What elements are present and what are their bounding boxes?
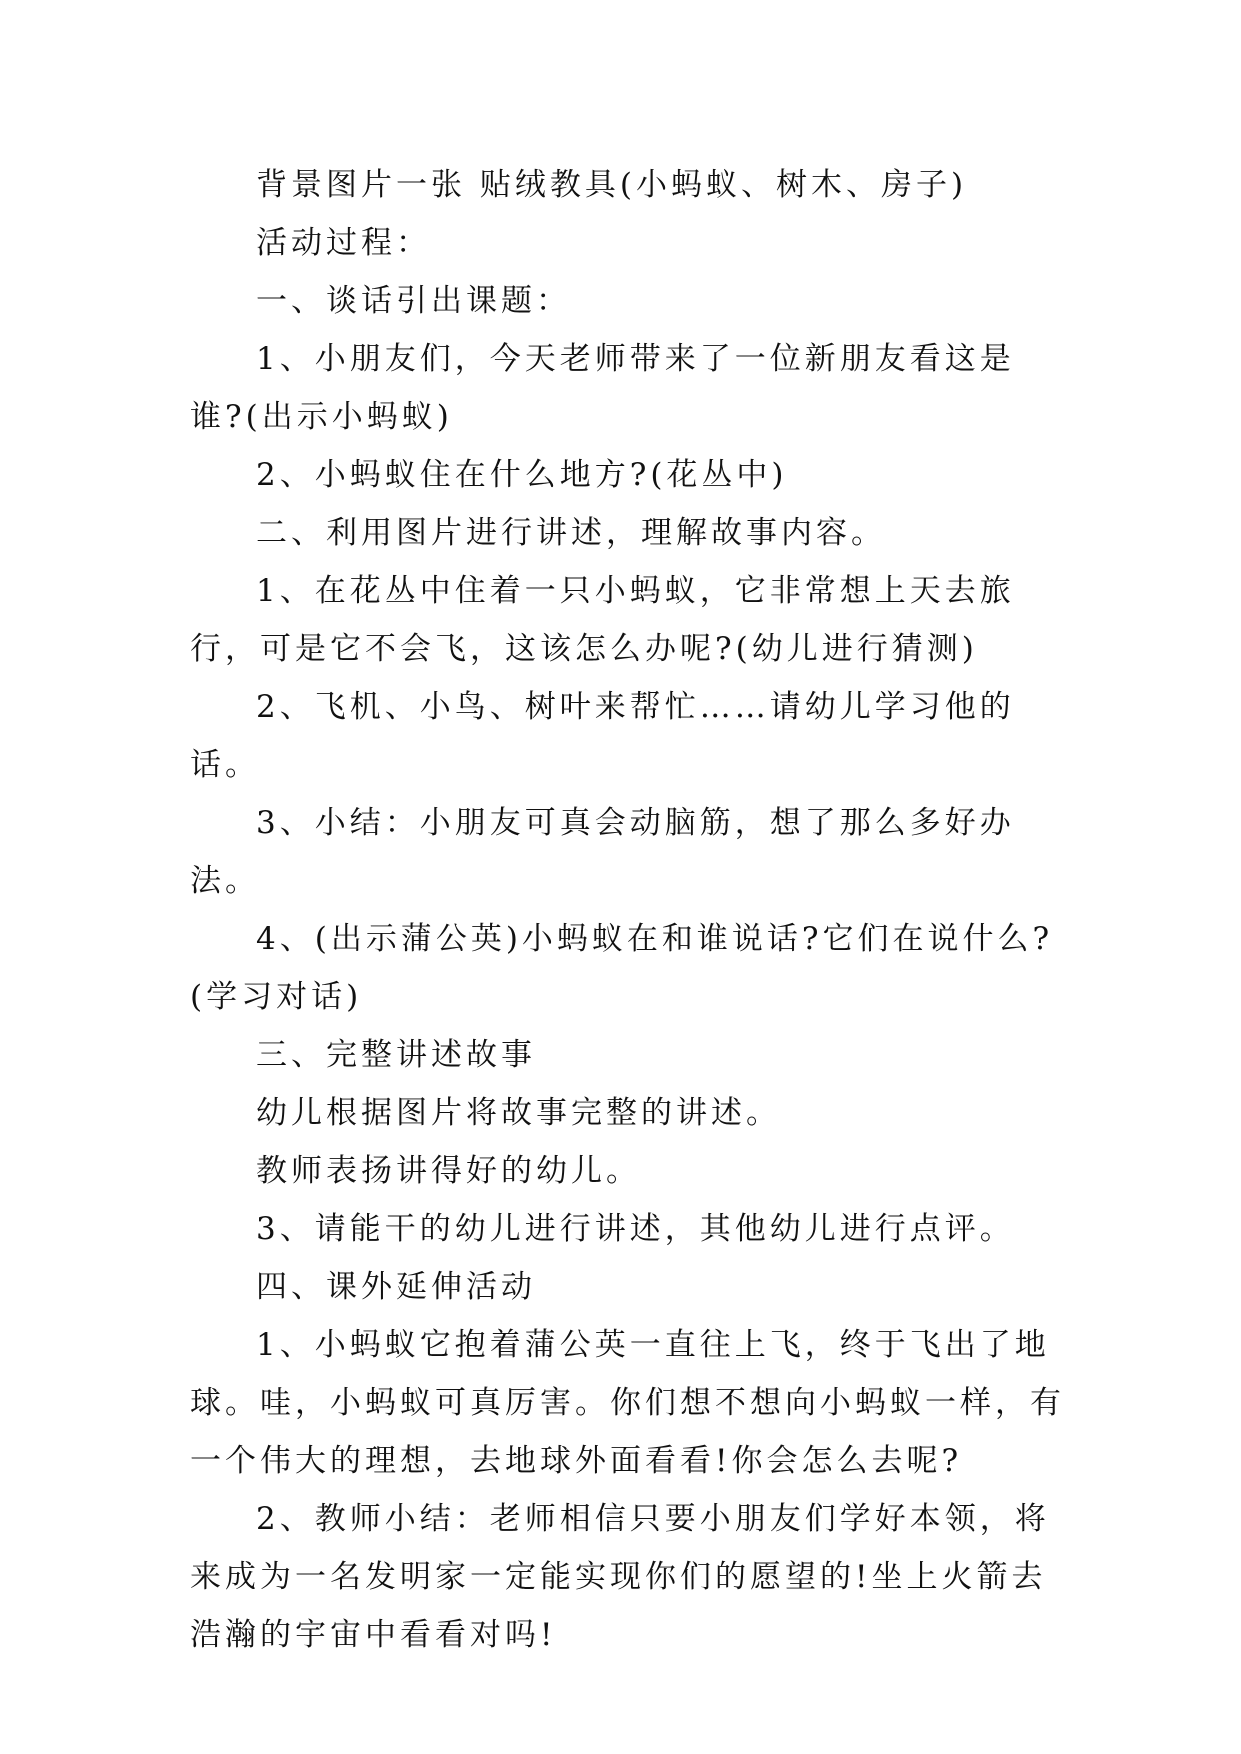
paragraph-4-2: 2、教师小结：老师相信只要小朋友们学好本领，将来成为一名发明家一定能实现你们的愿望的!坐上火箭去浩瀚的宇宙中看看对吗! — [190, 1501, 1050, 1653]
document-body — [190, 156, 1070, 1664]
section-heading-3: 三、完整讲述故事 — [256, 1037, 536, 1073]
paragraph-2-1: 1、在花丛中住着一只小蚂蚁，它非常想上天去旅行，可是它不会飞，这该怎么办呢?(幼儿进行猜测) — [190, 573, 1015, 667]
section-heading-2: 二、利用图片进行讲述，理解故事内容。 — [256, 515, 886, 551]
paragraph-3-3: 3、请能干的幼儿进行讲述，其他幼儿进行点评。 — [256, 1211, 1015, 1247]
paragraph-materials: 背景图片一张 贴绒教具(小蚂蚁、树木、房子) — [256, 167, 968, 203]
section-heading-1: 一、谈话引出课题： — [256, 283, 571, 319]
paragraph-3-b: 教师表扬讲得好的幼儿。 — [256, 1153, 641, 1189]
paragraph-2-2: 2、飞机、小鸟、树叶来帮忙……请幼儿学习他的话。 — [190, 689, 1015, 783]
paragraph-2-4: 4、(出示蒲公英)小蚂蚁在和谁说话?它们在说什么?(学习对话) — [190, 921, 1054, 1015]
section-heading-4: 四、课外延伸活动 — [256, 1269, 536, 1305]
paragraph-3-a: 幼儿根据图片将故事完整的讲述。 — [256, 1095, 781, 1131]
paragraph-2-3: 3、小结：小朋友可真会动脑筋，想了那么多好办法。 — [190, 805, 1015, 899]
paragraph-1-2: 2、小蚂蚁住在什么地方?(花丛中) — [256, 457, 788, 493]
paragraph-4-1: 1、小蚂蚁它抱着蒲公英一直往上飞，终于飞出了地球。哇，小蚂蚁可真厉害。你们想不想向小蚂蚁一样，有一个伟大的理想，去地球外面看看!你会怎么去呢? — [190, 1327, 1065, 1479]
paragraph-1-1: 1、小朋友们，今天老师带来了一位新朋友看这是谁?(出示小蚂蚁) — [190, 341, 1015, 435]
paragraph-activity-process: 活动过程： — [256, 225, 431, 261]
